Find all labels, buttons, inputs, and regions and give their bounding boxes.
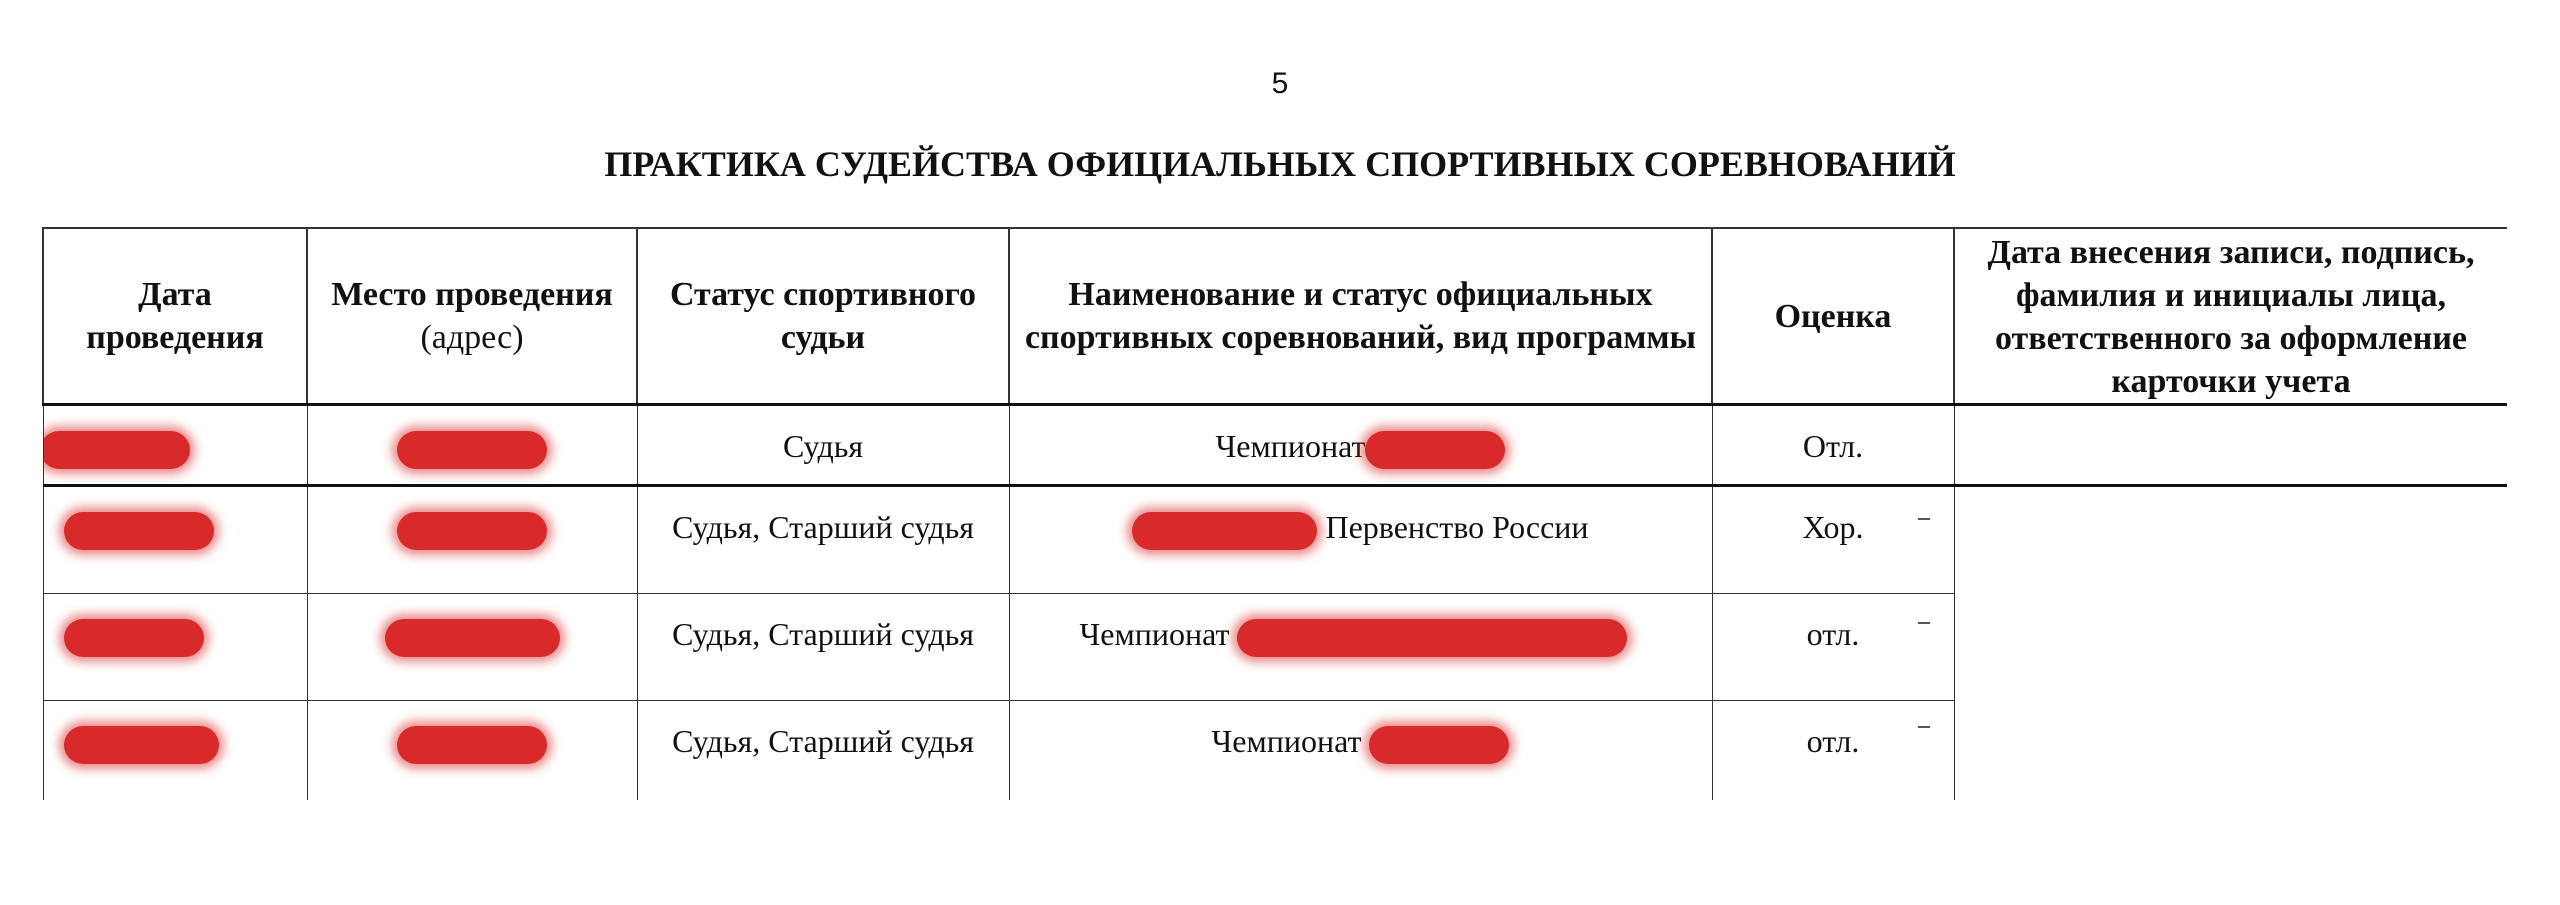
grade-cell: Хор. (1712, 486, 1954, 594)
document-title: ПРАКТИКА СУДЕЙСТВА ОФИЦИАЛЬНЫХ СПОРТИВНЫХ СОРЕВНОВАНИЙ (604, 144, 1956, 184)
record-cell (1954, 594, 2507, 701)
status-cell: Судья (637, 405, 1009, 486)
grade-cell: Отл. (1712, 405, 1954, 486)
redaction-mark (43, 431, 190, 469)
place-cell (307, 486, 637, 594)
redaction-mark (64, 619, 204, 657)
date-cell (43, 701, 307, 801)
redaction-mark (64, 512, 214, 550)
competition-cell: Первенство России (1009, 486, 1712, 594)
header-competition: Наименование и статус официальных спортивных соревнований, вид программы (1009, 228, 1712, 405)
table-row (43, 405, 2507, 486)
grade-cell: отл. (1712, 701, 1954, 801)
judging-practice-table (42, 227, 2507, 800)
grade-cell: отл. (1712, 594, 1954, 701)
cell-border-fragment (1918, 622, 1930, 624)
redaction-mark (1365, 431, 1505, 469)
table-header-row (43, 228, 2507, 405)
redaction-mark (1369, 726, 1509, 764)
header-record: Дата внесения записи, подпись, фамилия и инициалы лица, ответственного за оформление карточки учета (1954, 228, 2507, 405)
status-cell: Судья, Старший судья (637, 486, 1009, 594)
redaction-mark (385, 619, 560, 657)
header-status: Статус спортивного судьи (637, 228, 1009, 405)
page-number: 5 (1271, 67, 1289, 100)
place-cell (307, 594, 637, 701)
status-cell: Судья, Старший судья (637, 701, 1009, 801)
header-date: Дата проведения (43, 228, 307, 405)
table-row (43, 486, 2507, 594)
place-cell (307, 405, 637, 486)
redaction-mark (1237, 619, 1627, 657)
table-row (43, 701, 2507, 801)
redaction-mark (397, 512, 547, 550)
cell-border-fragment (1918, 518, 1930, 520)
place-cell (307, 701, 637, 801)
redaction-mark (397, 431, 547, 469)
redaction-mark (397, 726, 547, 764)
judging-practice-table-container (42, 227, 2507, 800)
cell-border-fragment (1918, 726, 1930, 728)
competition-cell: Чемпионат (1009, 594, 1712, 701)
date-cell (43, 486, 307, 594)
competition-cell: Чемпионат (1009, 405, 1712, 486)
record-cell (1954, 405, 2507, 486)
redaction-mark (64, 726, 219, 764)
redaction-mark (1132, 512, 1317, 550)
date-cell (43, 594, 307, 701)
header-place-note: (адрес) (420, 319, 524, 356)
status-cell: Судья, Старший судья (637, 594, 1009, 701)
header-grade: Оценка (1712, 228, 1954, 405)
record-cell (1954, 486, 2507, 594)
record-cell (1954, 701, 2507, 801)
header-place: Место проведения (адрес) (307, 228, 637, 405)
competition-cell: Чемпионат (1009, 701, 1712, 801)
table-row (43, 594, 2507, 701)
date-cell (43, 405, 307, 486)
